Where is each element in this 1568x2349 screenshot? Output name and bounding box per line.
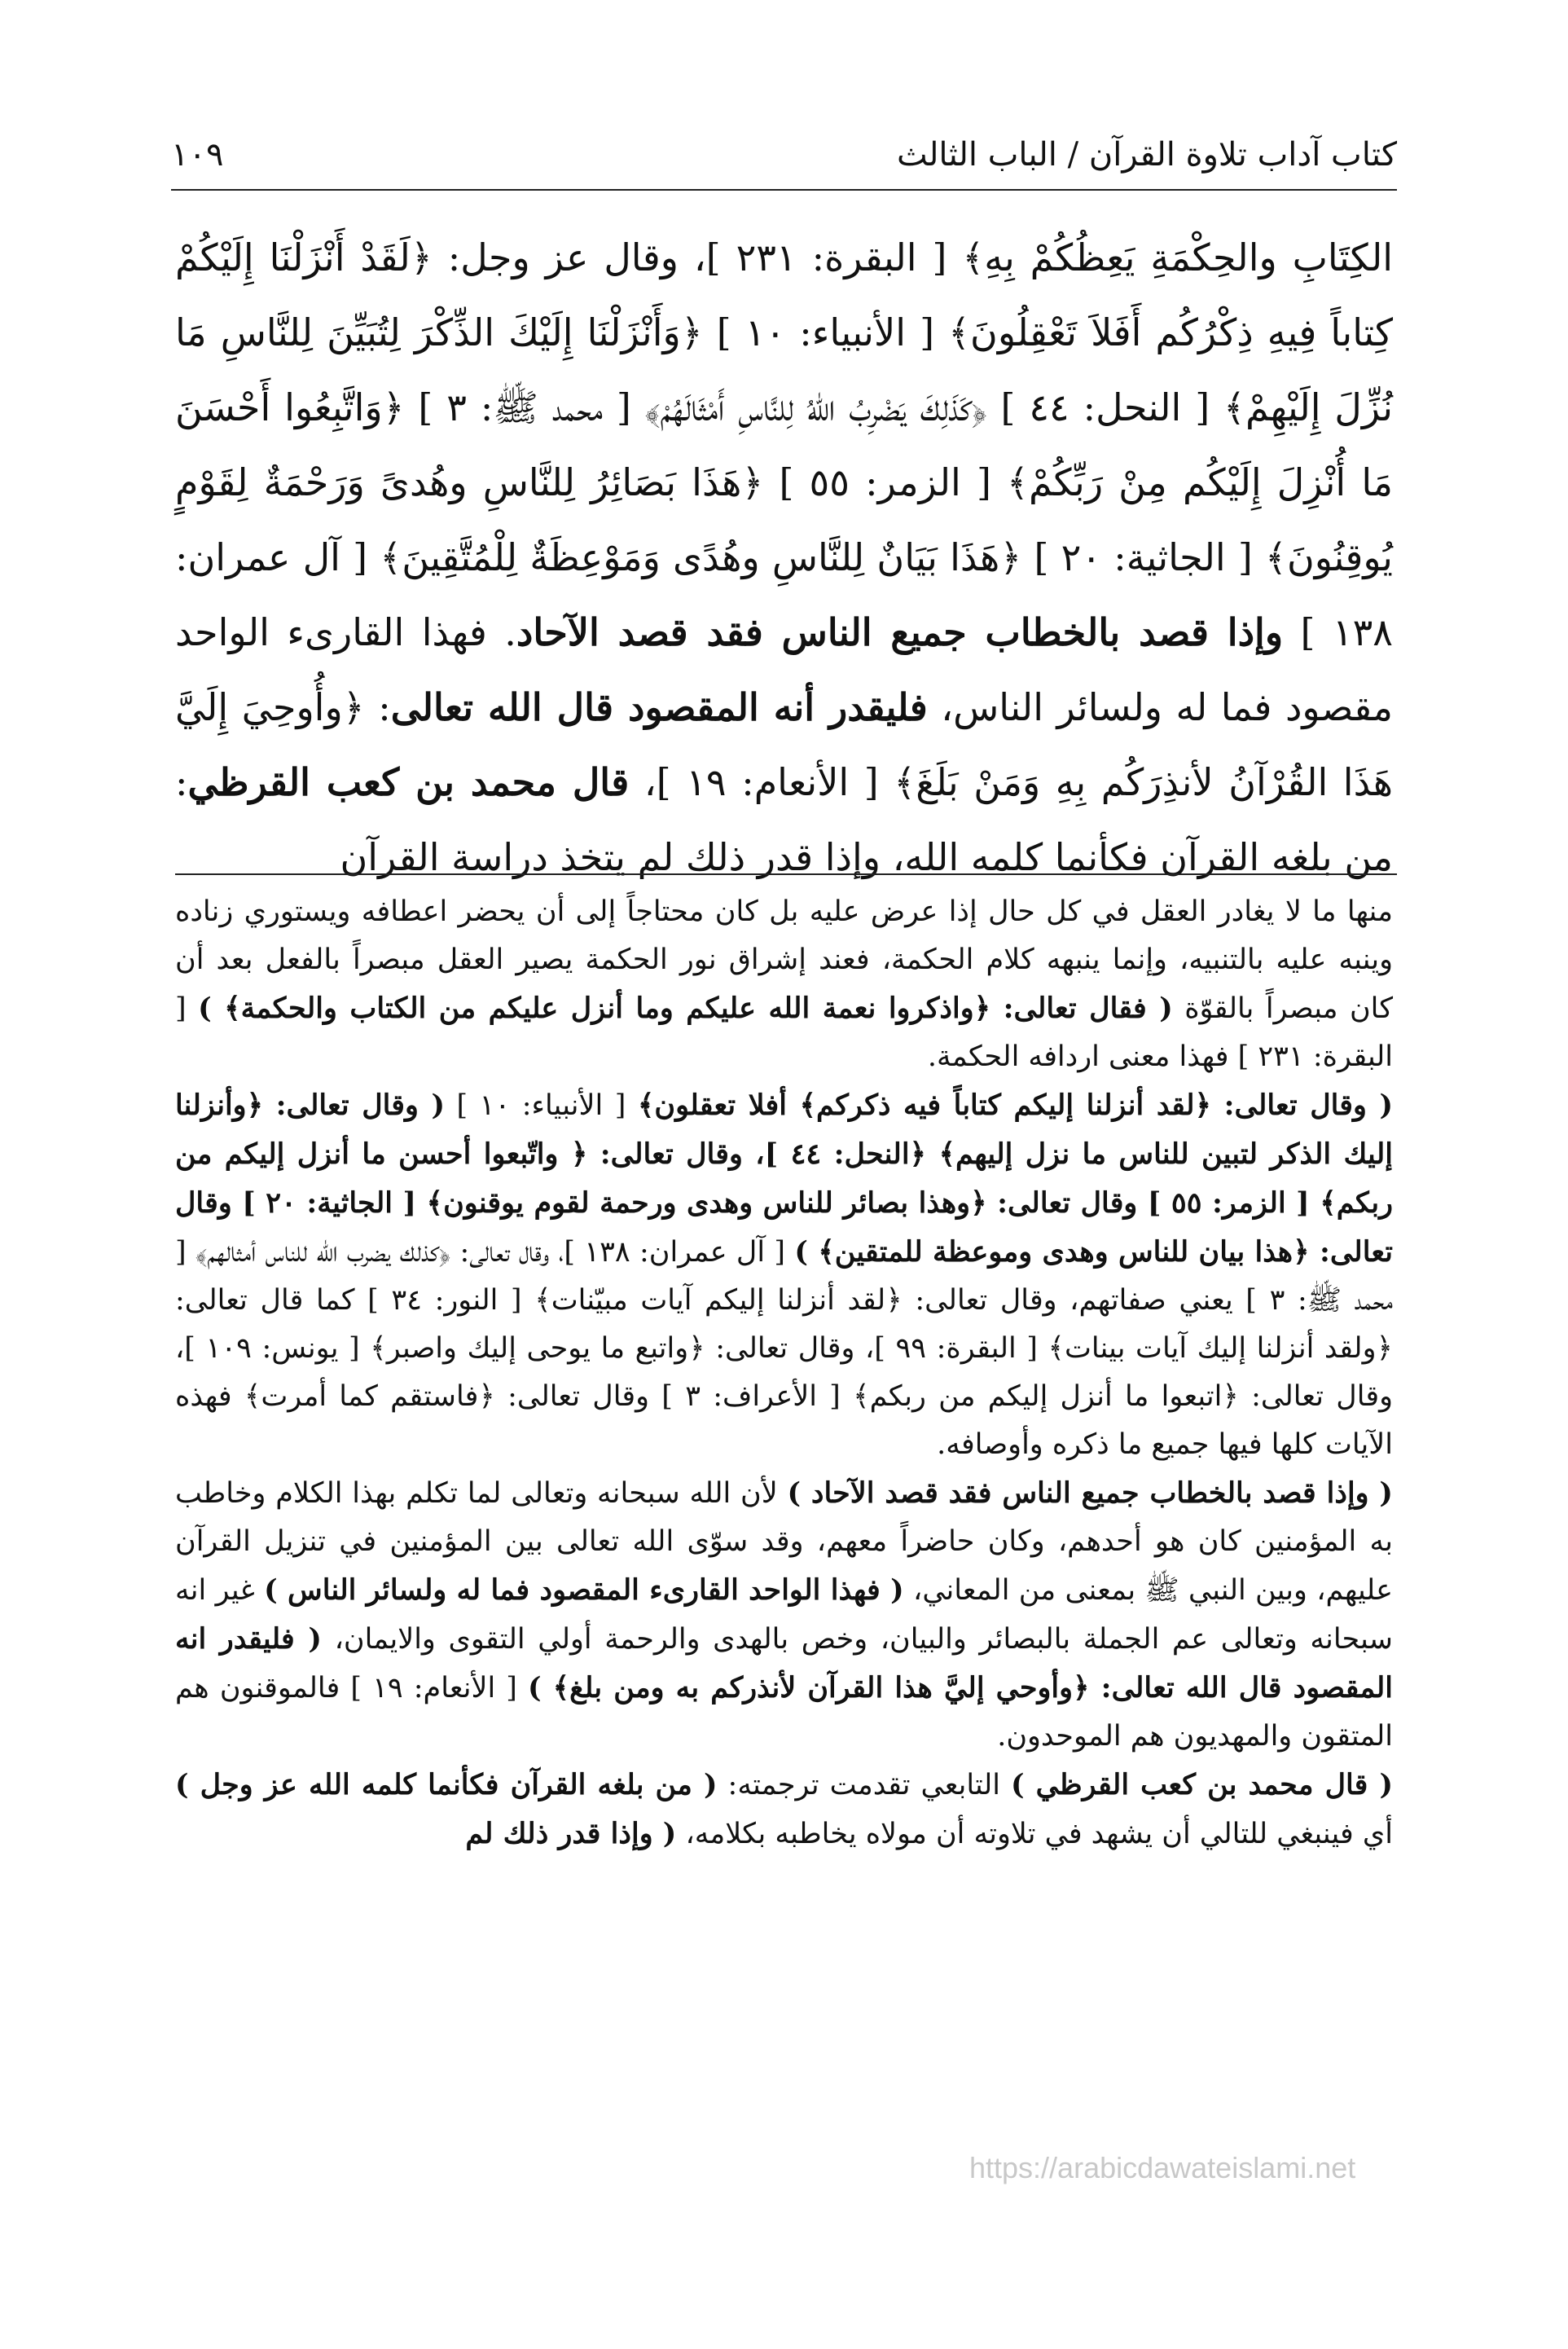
commentary-bold: ( فهذا الواحد القارىء المقصود فما له ولسائر الناس )	[264, 1573, 904, 1607]
main-text-segment: : من بلغه القرآن فكأنما كلمه الله، وإذا قدر ذلك لم يتخذ دراسة القرآن	[175, 760, 1393, 879]
commentary-paragraph	[175, 1469, 1393, 1761]
header-divider	[171, 189, 1397, 191]
commentary-segment: التابعي تقدمت ترجمته:	[717, 1769, 1011, 1801]
commentary-paragraph	[175, 888, 1393, 1081]
commentary-bold: ( من بلغه القرآن فكأنما كلمه الله عز وجل )	[175, 1768, 718, 1801]
main-text-bold: قال محمد بن كعب القرظي	[187, 760, 630, 804]
main-paragraph	[175, 220, 1393, 895]
watermark-url: https://arabicdawateislami.net	[969, 2151, 1356, 2184]
commentary-bold: ( وقال تعالى: ﴿وأنزلنا إليك الذكر لتبين للناس ما نزل إليهم﴾ ﴿النحل: ٤٤ ]، وقال تعالى: ﴿ واتّبعوا أحسن ما أنزل إليكم من ربكم﴾ [ الزمر: ٥٥ ] وقال تعالى: ﴿وهذا بصائر للناس وهدى ورحمة لقوم يوقنون﴾ [ الجاثية: ٢٠ ] وقال تعالى: ﴿هذا بيان للناس وهدى وموعظة للمتقين﴾ )	[175, 1089, 1393, 1269]
commentary-bold: ( وإذا قصد بالخطاب جميع الناس فقد قصد الآحاد )	[787, 1476, 1393, 1510]
commentary-divider	[175, 873, 1397, 875]
commentary-segment: [ الأنبياء: ١٠ ]	[445, 1089, 638, 1122]
main-text	[175, 220, 1393, 895]
commentary-bold: ( قال محمد بن كعب القرظي )	[1010, 1768, 1394, 1801]
commentary-segment: [ البقرة: ٢٣١ ] فهذا معنى اردافه الحكمة.	[175, 992, 1393, 1073]
running-header	[171, 130, 1397, 179]
main-text-segment: . فهذا القارىء الواحد مقصود فما له ولسائر الناس،	[175, 610, 1393, 729]
main-text-segment: الكِتَابِ والحِكْمَةِ يَعِظُكُمْ بِهِ﴾ [ البقرة: ٢٣١ ]، وقال عز وجل: ﴿لَقَدْ أَنْزَلْنَا إِلَيْكُمْ كِتاباً فِيهِ ذِكْرُكُم أَفَلاَ تَعْقِلُونَ﴾ [ الأنبياء: ١٠ ] ﴿وَأَنْزَلْنَا إِلَيْكَ الذِّكْرَ لِتُبَيِّنَ لِلنَّاسِ مَا نُزِّلَ إِلَيْهِمْ﴾ [ النحل: ٤٤ ] ﴿كَذَلِكَ يَضْرِبُ اللهُ لِلنَّاسِ أَمْثَالَهُمْ﴾ [ محمد ﷺ: ٣ ] ﴿وَاتَّبِعُوا أَحْسَنَ مَا أُنْزِلَ إِلَيْكُم مِنْ رَبِّكُمْ﴾ [ الزمر: ٥٥ ] ﴿هَذَا بَصَائِرُ لِلنَّاسِ وهُدىً وَرَحْمَةٌ لِقَوْمٍ يُوقِنُونَ﴾ [ الجاثية: ٢٠ ] ﴿هَذَا بَيَانٌ لِلنَّاسِ وهُدًى وَمَوْعِظَةٌ لِلْمُتَّقِينَ﴾ [ آل عمران: ١٣٨ ]	[175, 235, 1393, 654]
commentary-paragraph	[175, 1761, 1393, 1859]
commentary-bold: ( وإذا قدر ذلك لم	[465, 1817, 677, 1850]
commentary	[175, 888, 1393, 1859]
main-text-segment: : ﴿وأُوحِيَ إِلَيَّ هَذَا القُرْآنُ لأنذِرَكُم بِهِ وَمَنْ بَلَغَ﴾ [ الأنعام: ١٩ ]،	[175, 685, 1393, 804]
commentary-segment: [ الأنعام: ١٩ ] فالموقنون هم المتقون والمهديون هم الموحدون.	[175, 1672, 1393, 1753]
commentary-segment: منها ما لا يغادر العقل في كل حال إذا عرض عليه بل كان محتاجاً إلى أن يحضر اعطافه ويستوري زناده وينبه عليه بالتنبيه، وإنما ينبهه كلام الحكمة، فعند إشراق نور الحكمة يصير العقل مبصراً بالفعل بعد أن كان مبصراً بالقوّة	[175, 895, 1393, 1025]
commentary-segment: أي فينبغي للتالي أن يشهد في تلاوته أن مولاه يخاطبه بكلامه،	[676, 1818, 1393, 1850]
main-text-bold: فليقدر أنه المقصود قال الله تعالى	[390, 685, 928, 729]
commentary-segment: [ آل عمران: ١٣٨ ]، وقال تعالى: ﴿كذلك يضرب الله للناس أمثالهم﴾ [ محمد ﷺ: ٣ ] يعني صفاتهم، وقال تعالى: ﴿لقد أنزلنا إليكم آيات مبيّنات﴾ [ النور: ٣٤ ] كما قال تعالى: ﴿ولقد أنزلنا إليك آيات بينات﴾ [ البقرة: ٩٩ ]، وقال تعالى: ﴿واتبع ما يوحى إليك واصبر﴾ [ يونس: ١٠٩ ]، وقال تعالى: ﴿اتبعوا ما أنزل إليكم من ربكم﴾ [ الأعراف: ٣ ] وقال تعالى: ﴿فاستقم كما أمرت﴾ فهذه الآيات كلها فيها جميع ما ذكره وأوصافه.	[175, 1236, 1394, 1461]
commentary-bold: ( فليقدر انه المقصود قال الله تعالى: ﴿وأوحي إليَّ هذا القرآن لأنذركم به ومن بلغ﴾ )	[175, 1622, 1393, 1705]
book-title: كتاب آداب تلاوة القرآن / الباب الثالث	[896, 136, 1397, 174]
commentary-bold: ( وقال تعالى: ﴿لقد أنزلنا إليكم كتاباً فيه ذكركم﴾ أفلا تعقلون﴾	[637, 1089, 1394, 1122]
page-number: ١٠٩	[171, 136, 224, 174]
main-text-bold: وإذا قصد بالخطاب جميع الناس فقد قصد الآحاد	[516, 610, 1284, 654]
commentary-segment: غير انه سبحانه وتعالى عم الجملة بالبصائر والبيان، وخص بالهدى والرحمة أولي التقوى والايمان،	[175, 1574, 1393, 1656]
commentary-segment: لأن الله سبحانه وتعالى لما تكلم بهذا الكلام وخاطب به المؤمنين كان هو أحدهم، وكان حاضراً معهم، وقد سوّى الله تعالى بين المؤمنين في تنزيل القرآن عليهم، وبين النبي ﷺ بمعنى من المعاني،	[175, 1477, 1393, 1607]
commentary-bold: ( فقال تعالى: ﴿واذكروا نعمة الله عليكم وما أنزل عليكم من الكتاب والحكمة﴾ )	[198, 992, 1173, 1025]
commentary-paragraph	[175, 1081, 1393, 1469]
